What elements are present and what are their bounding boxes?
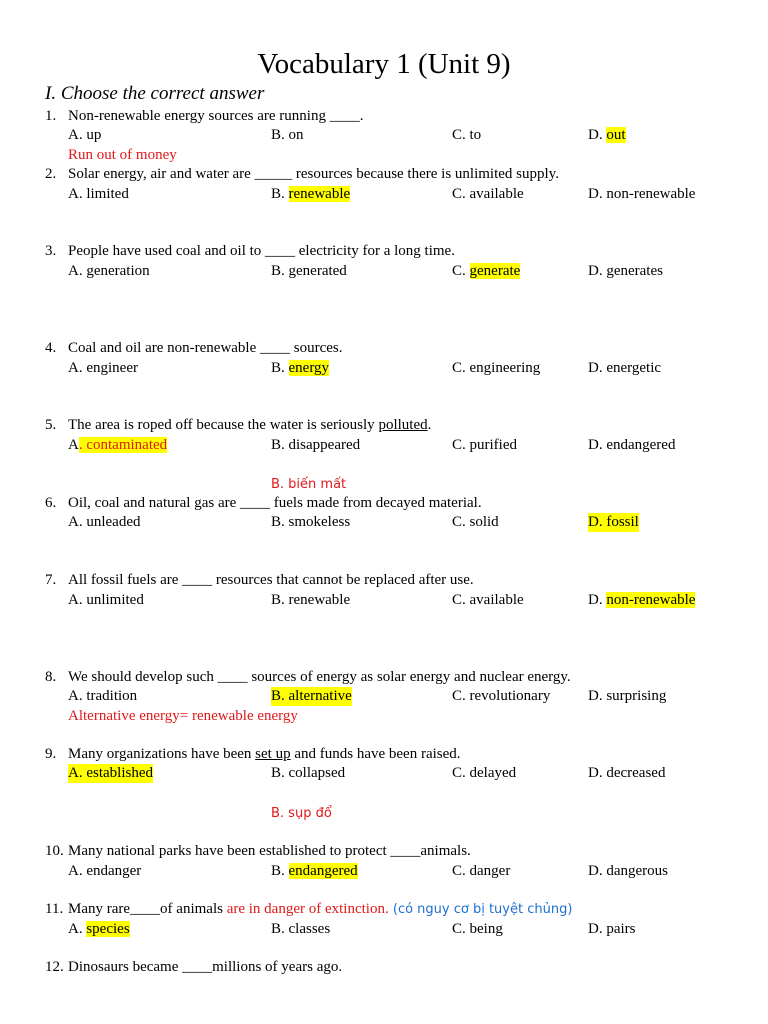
option-b: B. generated	[271, 263, 347, 279]
question-number: 3.	[45, 243, 57, 259]
option-c: C. danger	[452, 863, 511, 879]
option-b: B. classes	[271, 921, 331, 937]
option-c: C. generate	[452, 263, 521, 279]
option-c: C. solid	[452, 514, 499, 530]
answer-highlight: . contaminated	[78, 437, 168, 453]
answer-note: Alternative energy= renewable energy	[68, 708, 298, 724]
option-a: A. engineer	[68, 360, 138, 376]
answer-highlight: species	[86, 921, 130, 937]
answer-highlight: out	[606, 127, 626, 143]
option-b: B. endangered	[271, 863, 358, 879]
answer-note: Run out of money	[68, 147, 177, 163]
option-c: C. to	[452, 127, 482, 143]
option-c: C. available	[452, 186, 524, 202]
question-number: 12.	[45, 959, 64, 975]
question-text: Many organizations have been set up and funds have been raised.	[68, 746, 461, 762]
option-b: B. disappeared	[271, 437, 361, 453]
question-number: 4.	[45, 340, 57, 356]
option-a: A. contaminated	[68, 437, 168, 453]
question-text: Non-renewable energy sources are running ____.	[68, 108, 364, 124]
option-d: D. generates	[588, 263, 663, 279]
answer-highlight: non-renewable	[606, 592, 696, 608]
option-d: D. out	[588, 127, 626, 143]
option-d: D. decreased	[588, 765, 666, 781]
option-d: D. non-renewable	[588, 186, 696, 202]
underlined-word: polluted	[378, 417, 428, 433]
question-number: 8.	[45, 669, 57, 685]
question-text: Oil, coal and natural gas are ____ fuels made from decayed material.	[68, 495, 482, 511]
question-text: We should develop such ____ sources of energy as solar energy and nuclear energy.	[68, 669, 571, 685]
option-b: B. renewable	[271, 592, 351, 608]
answer-highlight: endangered	[288, 863, 358, 879]
answer-note: B. sụp đổ	[271, 806, 332, 821]
option-d: D. energetic	[588, 360, 662, 376]
answer-note: B. biến mất	[271, 477, 347, 492]
option-c: C. revolutionary	[452, 688, 551, 704]
option-b: B. collapsed	[271, 765, 346, 781]
option-c: C. delayed	[452, 765, 517, 781]
option-d: D. non-renewable	[588, 592, 696, 608]
question-text: Many national parks have been established to protect ____animals.	[68, 843, 471, 859]
option-c: C. purified	[452, 437, 517, 453]
underlined-word: set up	[255, 746, 291, 762]
question-number: 6.	[45, 495, 57, 511]
option-c: C. engineering	[452, 360, 541, 376]
option-c: C. being	[452, 921, 503, 937]
option-a: A. limited	[68, 186, 129, 202]
question-number: 2.	[45, 166, 57, 182]
option-b: B. renewable	[271, 186, 351, 202]
option-b: B. on	[271, 127, 304, 143]
option-d: D. endangered	[588, 437, 676, 453]
option-a: A. species	[68, 921, 130, 937]
option-d: D. surprising	[588, 688, 667, 704]
option-d: D. pairs	[588, 921, 636, 937]
question-text: Many rare____of animals are in danger of extinction. (có nguy cơ bị tuyệt chủng)	[68, 901, 573, 917]
option-b: B. energy	[271, 360, 330, 376]
section-heading: I. Choose the correct answer	[45, 83, 265, 104]
red-annotation: are in danger of extinction.	[226, 901, 389, 917]
option-d: D. dangerous	[588, 863, 668, 879]
blue-translation: (có nguy cơ bị tuyệt chủng)	[388, 902, 573, 917]
option-b: B. alternative	[271, 688, 352, 704]
option-a: A. generation	[68, 263, 150, 279]
option-b: B. smokeless	[271, 514, 351, 530]
question-text: Dinosaurs became ____millions of years ago.	[68, 959, 343, 975]
question-text: People have used coal and oil to ____ electricity for a long time.	[68, 243, 455, 259]
option-a: A. tradition	[68, 688, 138, 704]
answer-highlight: generate	[469, 263, 521, 279]
question-number: 10.	[45, 843, 64, 859]
option-c: C. available	[452, 592, 524, 608]
page-title: Vocabulary 1 (Unit 9)	[257, 48, 511, 80]
question-text: All fossil fuels are ____ resources that cannot be replaced after use.	[68, 572, 474, 588]
question-text: The area is roped off because the water is seriously polluted.	[68, 417, 432, 433]
question-text: Coal and oil are non-renewable ____ sources.	[68, 340, 343, 356]
answer-highlight: energy	[288, 360, 330, 376]
option-a: A. unlimited	[68, 592, 144, 608]
option-a: A. unleaded	[68, 514, 141, 530]
question-number: 9.	[45, 746, 57, 762]
question-text: Solar energy, air and water are _____ resources because there is unlimited supply.	[68, 166, 559, 182]
option-a: A. endanger	[68, 863, 142, 879]
question-number: 1.	[45, 108, 57, 124]
question-number: 5.	[45, 417, 57, 433]
question-number: 11.	[45, 901, 64, 917]
option-a: A. up	[68, 127, 102, 143]
option-a: A. established	[68, 765, 153, 781]
option-d: D. fossil	[588, 514, 639, 530]
answer-highlight: renewable	[288, 186, 351, 202]
question-number: 7.	[45, 572, 57, 588]
